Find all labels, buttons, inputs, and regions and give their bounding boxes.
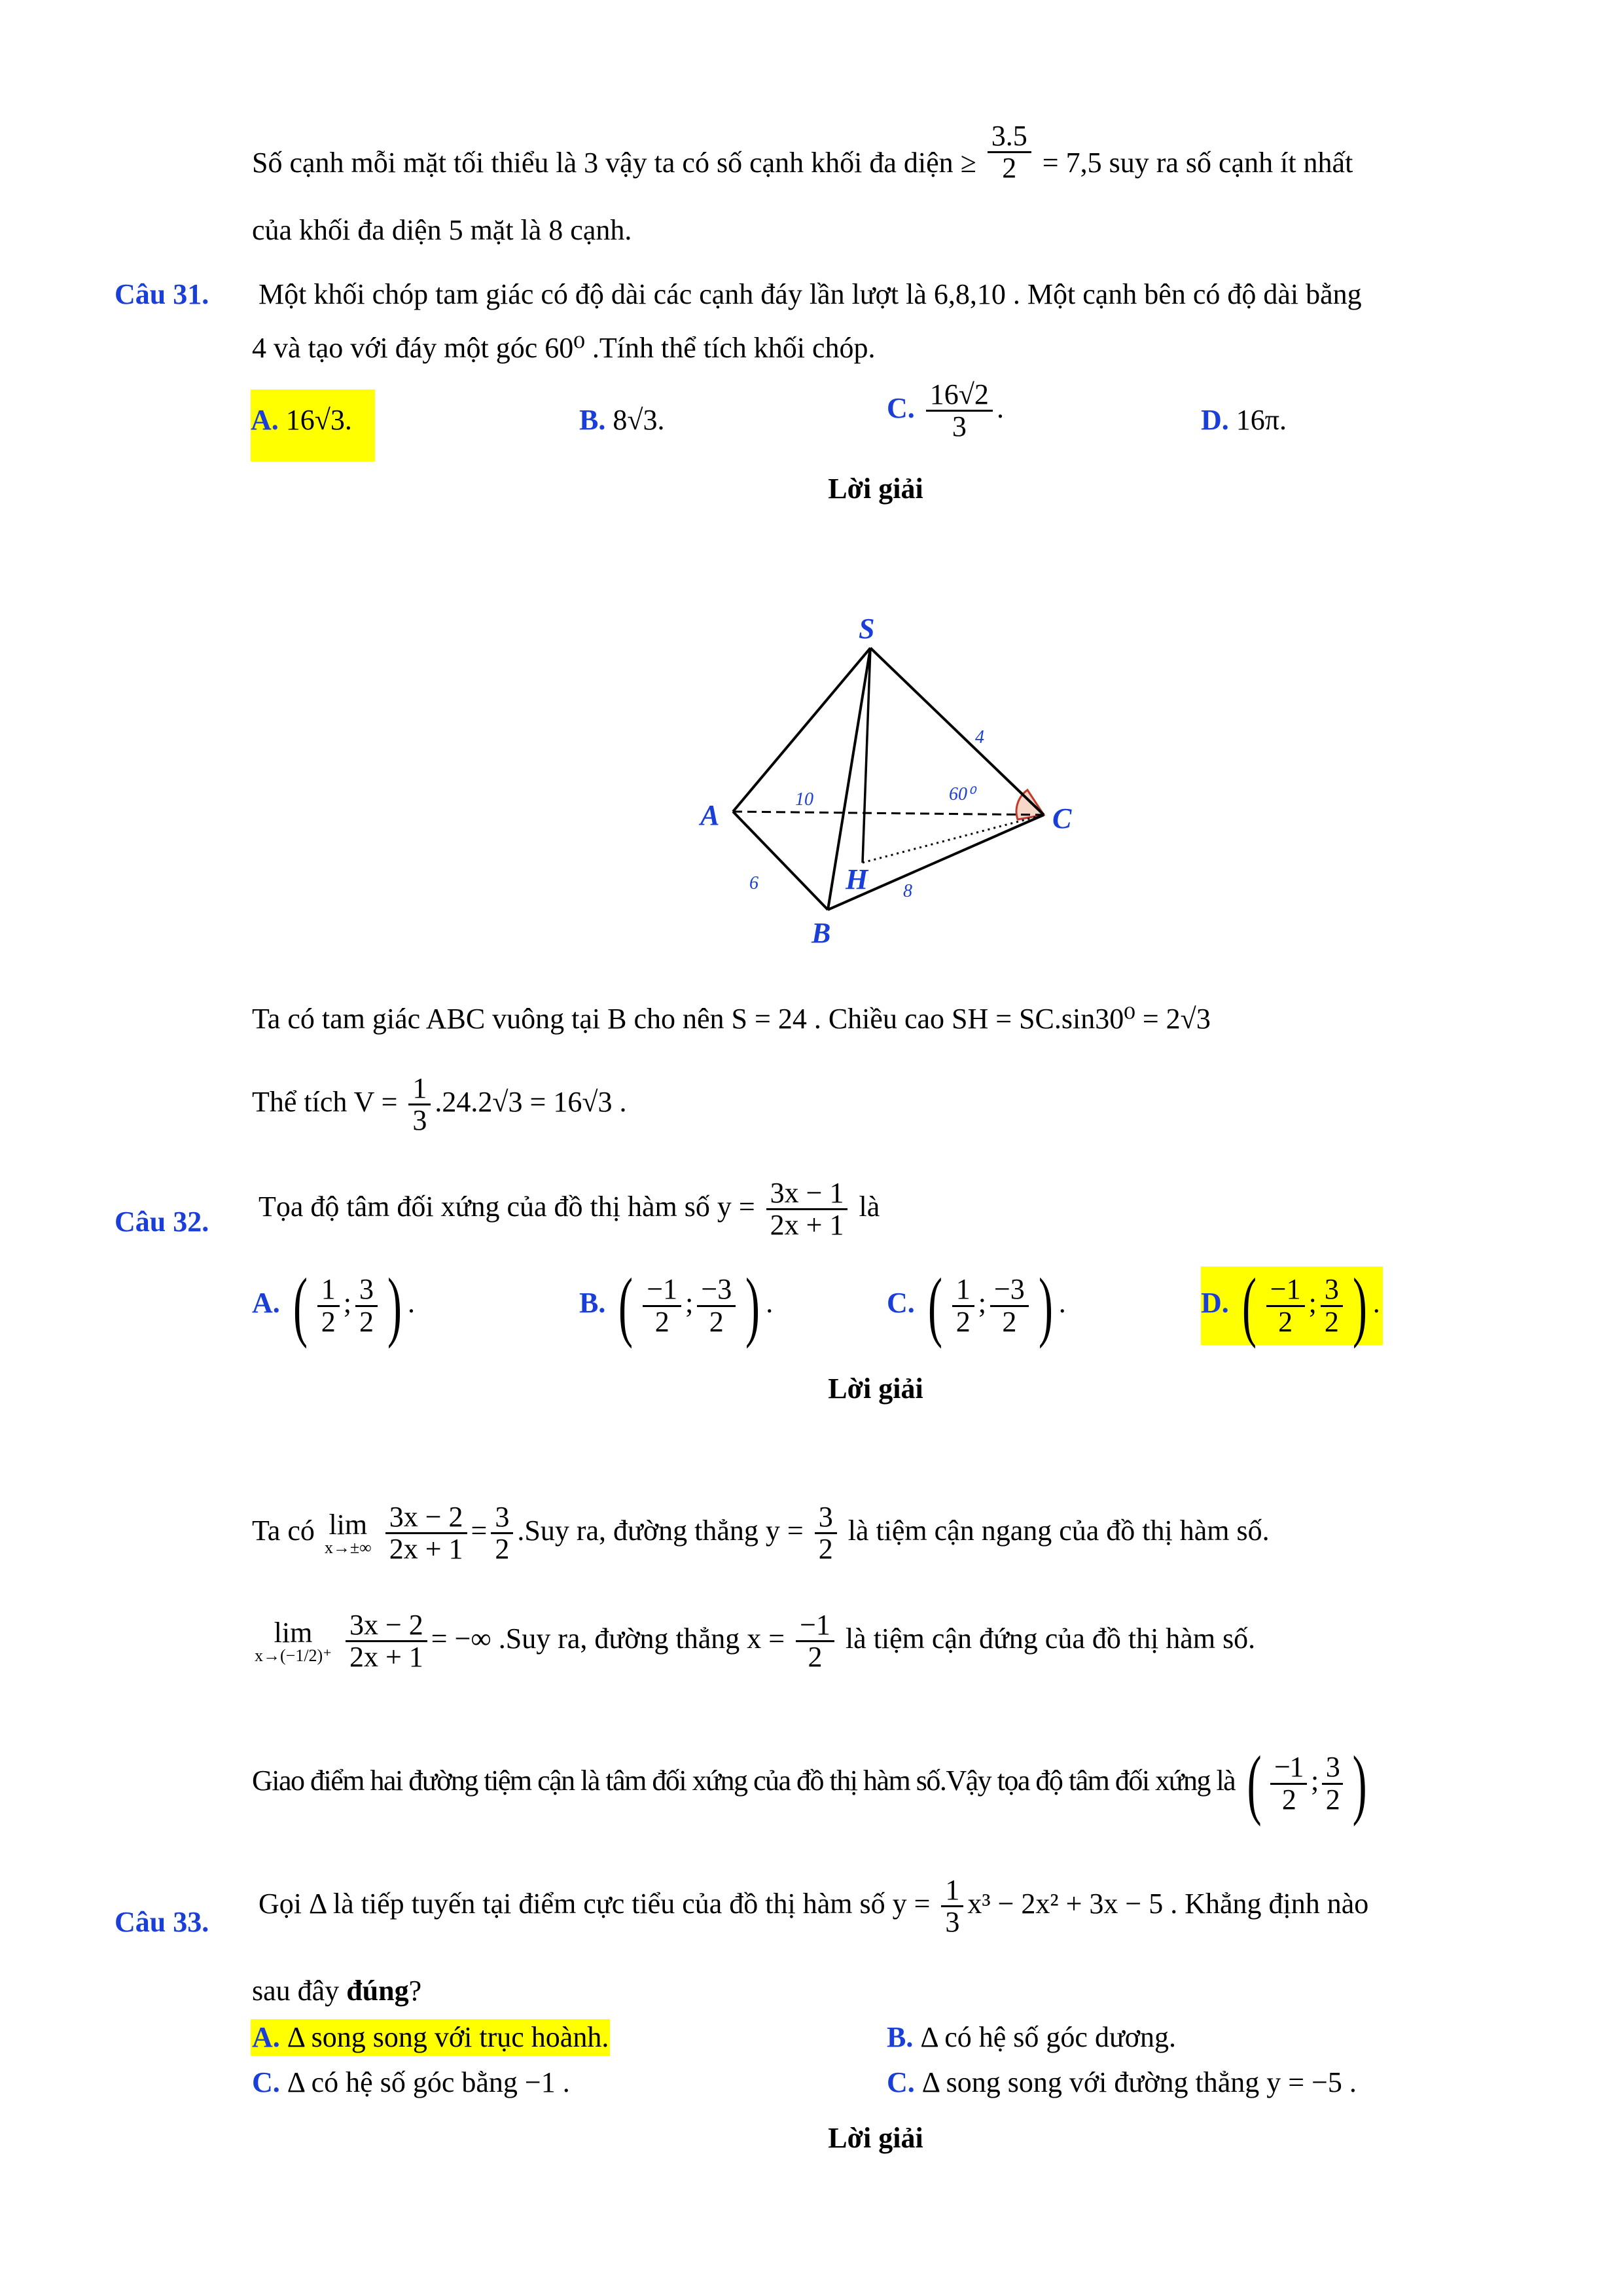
intro-line-2: của khối đa diện 5 mặt là 8 cạnh. <box>252 214 632 246</box>
intro-line-1-text-a: Số cạnh mỗi mặt tối thiểu là 3 vậy ta có số cạnh khối đa diện ≥ <box>252 146 976 179</box>
edge-AB-length: 6 <box>749 873 758 893</box>
question-32-text: Tọa độ tâm đối xứng của đồ thị hàm số y = $\frac{3x - 1}{2x + 1}$ là <box>259 1177 880 1242</box>
q31-solution-line-1: Ta có tam giác ABC vuông tại B cho nên S = 24 . Chiều cao SH = SC.sin30⁰ = 2√3 <box>252 1003 1211 1035</box>
q33-option-b[interactable]: B. Δ có hệ số góc dương. <box>887 2021 1177 2053</box>
q31-option-d[interactable]: D. 16π. <box>1201 404 1287 436</box>
q33-option-d[interactable]: C. Δ song song với đường thẳng y = −5 . <box>887 2066 1357 2098</box>
question-31-text-2: 4 và tạo với đáy một góc 60⁰ .Tính thể tích khối chóp. <box>252 332 876 364</box>
q31-option-c[interactable]: C. $\frac{16√2}{3}$ . <box>887 378 1004 443</box>
edge-AC-hidden <box>733 812 1044 815</box>
q31-option-a-value: 16√3. <box>285 404 352 436</box>
q32-function-fraction: $\frac{3x - 1}{2x + 1}$ <box>766 1178 848 1240</box>
q31-solution-fraction: $\frac{1}{3}$ <box>408 1073 431 1136</box>
q31-option-a[interactable]: A. 16√3. <box>251 389 375 461</box>
q31-option-b-value: 8√3. <box>613 404 665 436</box>
edge-AB <box>733 812 828 910</box>
q32-solution-line-3: Giao điểm hai đường tiệm cận là tâm đối xứng của đồ thị hàm số.Vậy tọa độ tâm đối xứng là ( $\frac{-1}{2}$ ; $\frac{3}{2}$ ) <box>252 1740 1367 1827</box>
q31-option-c-fraction: $\frac{16√2}{3}$ <box>926 380 993 442</box>
vertex-C-label: C <box>1052 802 1072 834</box>
q33-option-a[interactable]: A. Δ song song với trục hoành. <box>251 2019 610 2056</box>
vertex-B-label: B <box>812 917 831 949</box>
q32-option-d[interactable]: D. ( $\frac{-1}{2}$ ; $\frac{3}{2}$ ) . <box>1201 1266 1383 1345</box>
vertex-A-label: A <box>700 799 720 831</box>
question-31-label: Câu 31. <box>115 278 209 310</box>
edge-SA <box>733 648 870 812</box>
q32-option-c[interactable]: C. ( $\frac{1}{2}$ ; $\frac{-3}{2}$ ) . <box>887 1262 1066 1349</box>
q32-option-b[interactable]: B. ( $\frac{-1}{2}$ ; $\frac{-3}{2}$ ) . <box>579 1262 774 1349</box>
q32-solution-title: Lời giải <box>828 1372 923 1405</box>
intro-line-1 <box>252 120 1353 185</box>
edge-AC-length: 10 <box>795 789 813 810</box>
vertex-S-label: S <box>859 613 875 645</box>
question-33-label: Câu 33. <box>115 1906 209 1938</box>
edge-BC <box>828 815 1044 910</box>
pyramid-figure <box>687 602 1080 956</box>
q33-fraction: $\frac{1}{3}$ <box>941 1875 963 1937</box>
intro-line-1-text-b: = 7,5 suy ra số cạnh ít nhất <box>1042 146 1353 179</box>
q31-option-b[interactable]: B. 8√3. <box>579 404 665 436</box>
question-31-text-1: Một khối chóp tam giác có độ dài các cạnh đáy lần lượt là 6,8,10 . Một cạnh bên có độ dài bằng <box>259 278 1362 310</box>
edge-BC-length: 8 <box>903 881 912 901</box>
q33-solution-title: Lời giải <box>828 2122 923 2154</box>
q31-solution-line-2: Thể tích V = $\frac{1}{3}$ .24.2√3 = 16√3 . <box>252 1072 627 1137</box>
intro-fraction: $\frac{3.5}{2}$ <box>988 121 1031 183</box>
point-H-label: H <box>846 863 868 895</box>
angle-label: 60⁰ <box>949 784 975 804</box>
q32-option-a[interactable]: A. ( $\frac{1}{2}$ ; $\frac{3}{2}$ ) . <box>252 1262 415 1349</box>
edge-SC-length: 4 <box>975 727 984 747</box>
q32-solution-line-1: Ta có lim x→±∞ $\frac{3x - 2}{2x + 1}$ = $\frac{3}{2}$ .Suy ra, đường thẳng y = $\frac{3}{2}$ là tiệm cận ngang của đồ thị hàm số. <box>252 1501 1270 1566</box>
question-33-text-2: sau đây đúng? <box>252 1975 422 2007</box>
q32-solution-line-2: lim x→(−1/2)⁺ $\frac{3x - 2}{2x + 1}$ = −∞ .Suy ra, đường thẳng x = $\frac{-1}{2}$ là tiệm cận đứng của đồ thị hàm số. <box>255 1609 1256 1674</box>
question-32-label: Câu 32. <box>115 1206 209 1238</box>
q31-option-d-value: 16π. <box>1236 404 1287 436</box>
q33-option-c[interactable]: C. Δ có hệ số góc bằng −1 . <box>252 2066 570 2098</box>
q31-solution-title: Lời giải <box>828 473 923 505</box>
question-33-text-1: Gọi Δ là tiếp tuyến tại điểm cực tiểu của đồ thị hàm số y = $\frac{1}{3}$ x³ − 2x² + 3x − 5 . Khẳng định nào <box>259 1874 1369 1939</box>
